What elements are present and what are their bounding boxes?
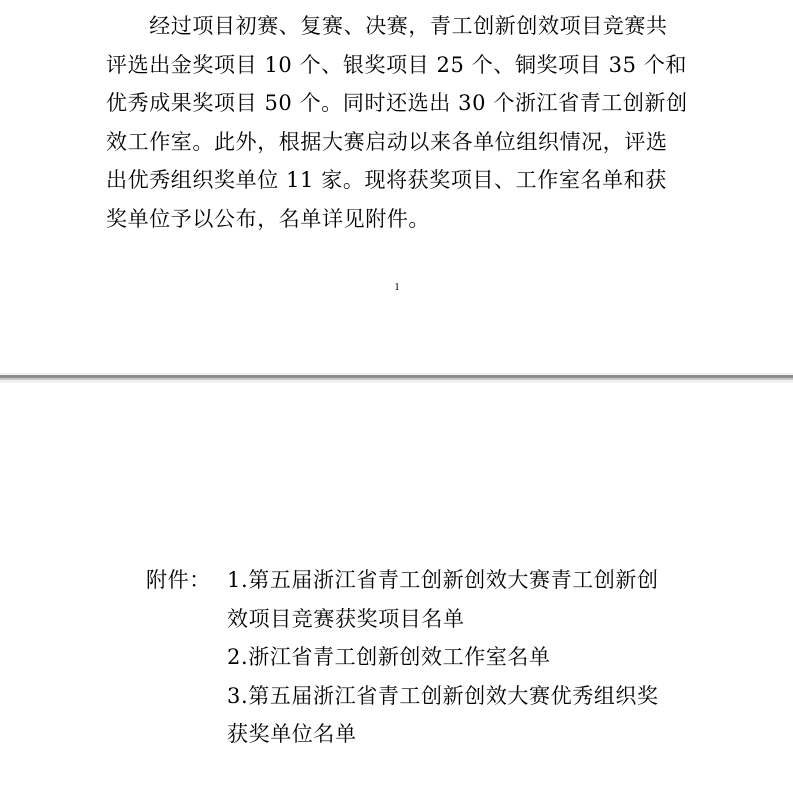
- page-separator-light: [0, 378, 793, 380]
- paragraph-line: 经过项目初赛、复赛、决赛，青工创新创效项目竞赛共: [106, 14, 668, 38]
- document-page-1: [0, 0, 793, 373]
- attachment-item-2: 2.浙江省青工创新创效工作室名单: [227, 645, 551, 669]
- body-paragraph: [106, 7, 688, 238]
- page-number: 1: [394, 281, 400, 293]
- page-separator: [0, 373, 793, 383]
- attachment-item-1-line-1: 1.第五届浙江省青工创新创效大赛青工创新创: [227, 568, 659, 592]
- attachments-list: [227, 561, 659, 754]
- paragraph-line: 出优秀组织奖单位 11 家。现将获奖项目、工作室名单和获: [106, 168, 667, 192]
- attachment-item-3-line-1: 3.第五届浙江省青工创新创效大赛优秀组织奖: [227, 683, 659, 708]
- paragraph-line: 优秀成果奖项目 50 个。同时还选出 30 个浙江省青工创新创: [106, 91, 688, 115]
- attachment-item-1-line-2: 效项目竞赛获奖项目名单: [227, 606, 465, 631]
- attachments-label: 附件：: [146, 568, 211, 592]
- paragraph-line: 效工作室。此外，根据大赛启动以来各单位组织情况，评选: [106, 129, 668, 154]
- paragraph-line: 奖单位予以公布，名单详见附件。: [106, 206, 430, 231]
- paragraph-line: 评选出金奖项目 10 个、银奖项目 25 个、铜奖项目 35 个和: [106, 52, 688, 77]
- attachment-item-3-line-2: 获奖单位名单: [227, 722, 357, 746]
- document-page-2: [0, 383, 793, 790]
